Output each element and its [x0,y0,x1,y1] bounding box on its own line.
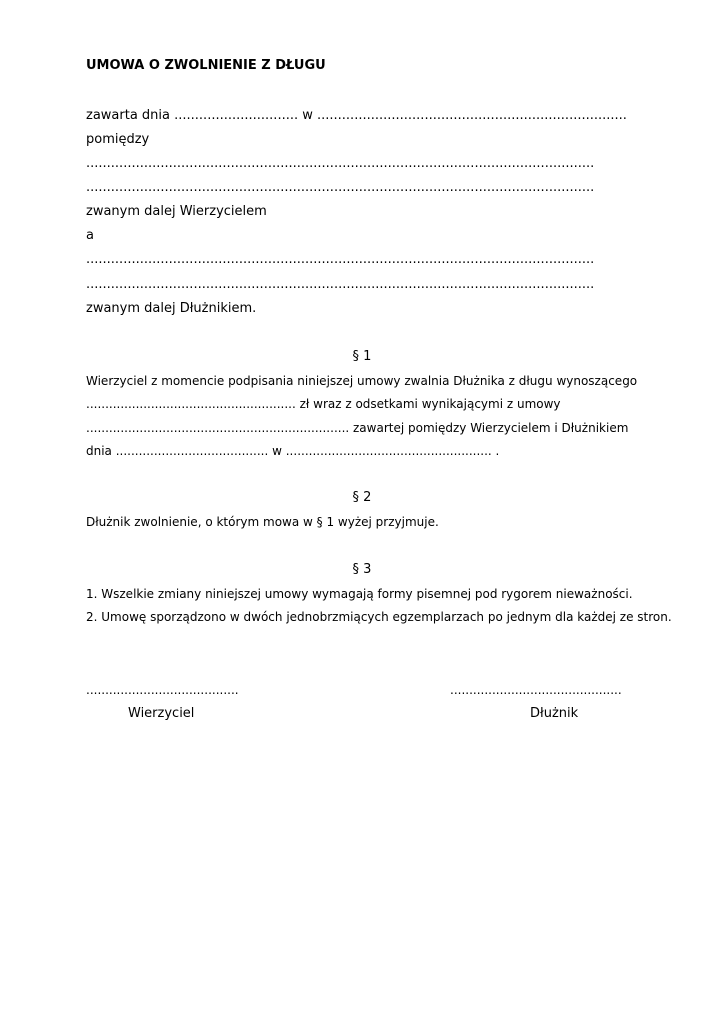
section1-line-2: ....................................................... zł wraz z odsetkami wynikającymi z umowy [86,397,561,411]
section3-heading: § 3 [352,562,372,577]
party1-blank-line-1: ........................................................................................................................... [86,156,595,171]
section2-line-1: Dłużnik zwolnienie, o którym mowa w § 1 wyżej przyjmuje. [86,515,439,529]
creditor-signature-line: ........................................ [86,683,239,697]
section1-line-1: Wierzyciel z momencie podpisania niniejszej umowy zwalnia Dłużnika z długu wynoszącego [86,374,638,388]
party1-blank-line-2: ........................................................................................................................... [86,180,595,195]
party2-blank-line-2: ........................................................................................................................... [86,277,595,292]
debtor-label: zwanym dalej Dłużnikiem. [86,301,257,316]
debtor-signature-label: Dłużnik [530,706,579,721]
section2-heading: § 2 [352,490,372,505]
section3-item-1: 1. Wszelkie zmiany niniejszej umowy wymagają formy pisemnej pod rygorem nieważności. [86,587,633,601]
document-title: UMOWA O ZWOLNIENIE Z DŁUGU [86,58,326,73]
creditor-signature-label: Wierzyciel [128,706,195,721]
concluded-date-place-line: zawarta dnia .............................. w ........................................................................... [86,108,627,123]
section1-line-3: ..................................................................... zawartej pomiędzy Wierzycielem i Dłużnikiem [86,421,629,435]
party2-blank-line-1: ........................................................................................................................... [86,252,595,267]
and-label: a [86,228,94,243]
between-label: pomiędzy [86,132,150,147]
section1-heading: § 1 [352,349,372,364]
debtor-signature-line: ............................................. [450,683,622,697]
section1-line-4: dnia ........................................ w ...................................................... . [86,444,500,458]
section3-item-2: 2. Umowę sporządzono w dwóch jednobrzmiących egzemplarzach po jednym dla każdej ze stron. [86,610,672,624]
creditor-label: zwanym dalej Wierzycielem [86,204,267,219]
